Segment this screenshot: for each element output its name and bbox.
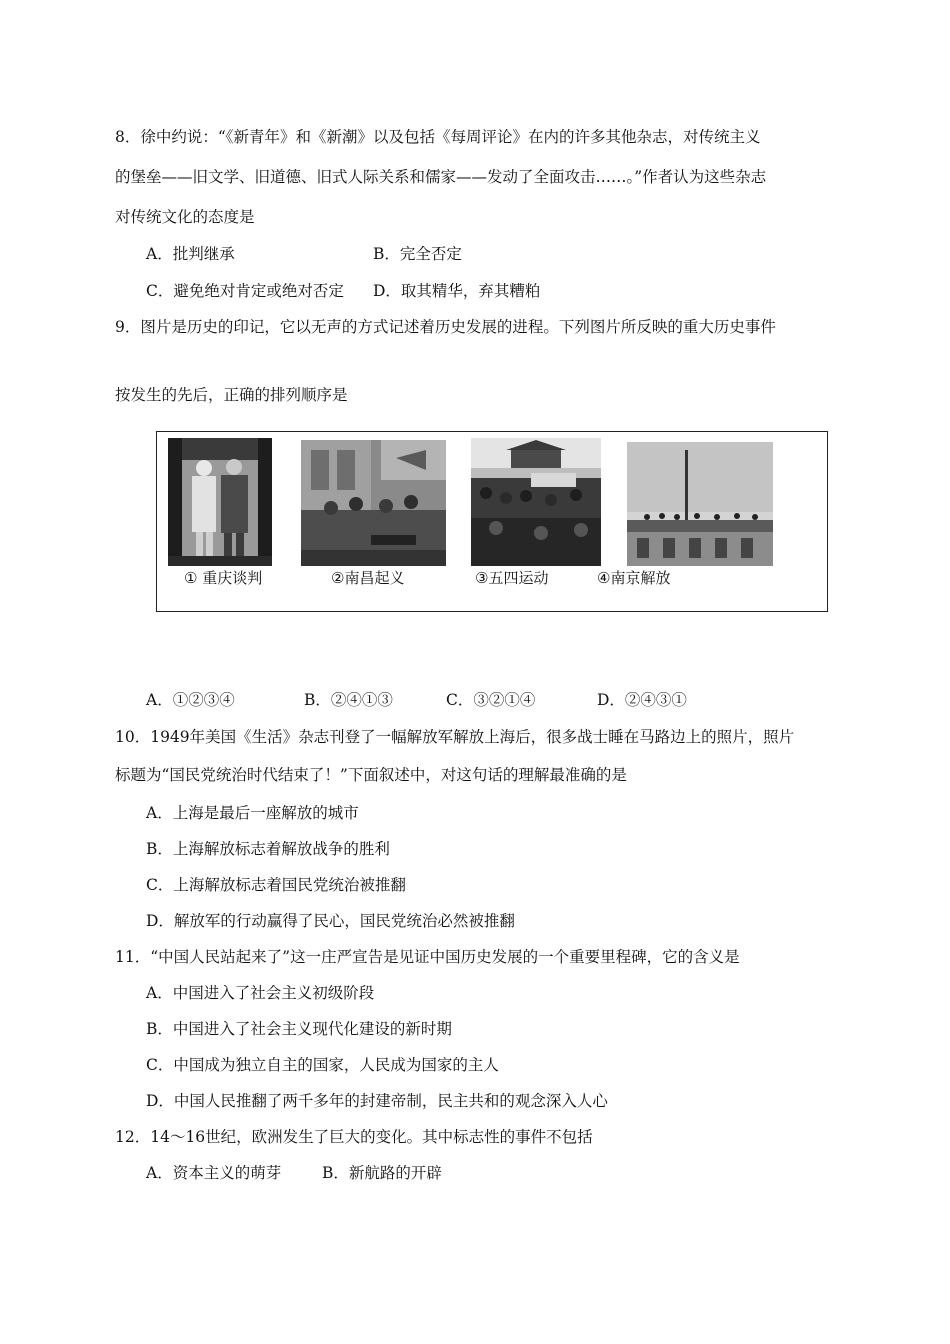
q10-stem-line2: 标题为“国民党统治时代结束了！”下面叙述中，对这句话的理解最准确的是 [115, 766, 627, 784]
q8-option-d: D．取其精华，弃其糟粕 [373, 282, 541, 300]
caption-photo-1: ① 重庆谈判 [184, 569, 263, 587]
q11-stem-line1: 11．“中国人民站起来了”这一庄严宣告是见证中国历史发展的一个重要里程碑，它的含义是 [115, 948, 740, 966]
q8-stem-line1: 8．徐中约说：“《新青年》和《新潮》以及包括《每周评论》在内的许多其他杂志，对传统主义 [115, 128, 761, 146]
photo-may-fourth-movement [471, 438, 601, 566]
q10-option-a: A．上海是最后一座解放的城市 [146, 804, 359, 822]
q10-option-c: C．上海解放标志着国民党统治被推翻 [146, 876, 406, 894]
q11-option-a: A．中国进入了社会主义初级阶段 [146, 984, 375, 1002]
photo-nanchang-uprising [301, 440, 446, 566]
q10-option-d: D．解放军的行动赢得了民心，国民党统治必然被推翻 [146, 912, 515, 930]
q11-option-c: C．中国成为独立自主的国家，人民成为国家的主人 [146, 1056, 499, 1074]
q12-option-a: A．资本主义的萌芽 [146, 1164, 282, 1182]
caption-photo-3: ③五四运动 [475, 569, 549, 587]
q8-option-b: B．完全否定 [373, 245, 462, 263]
q11-option-b: B．中国进入了社会主义现代化建设的新时期 [146, 1020, 452, 1038]
q10-option-b: B．上海解放标志着解放战争的胜利 [146, 840, 390, 858]
q9-option-a: A．①②③④ [146, 691, 235, 709]
q8-option-c: C．避免绝对肯定或绝对否定 [146, 282, 344, 300]
q9-stem-line1: 9．图片是历史的印记，它以无声的方式记述着历史发展的进程。下列图片所反映的重大历史事件 [115, 318, 776, 336]
q8-stem-line2: 的堡垒——旧文学、旧道德、旧式人际关系和儒家——发动了全面攻击……。”作者认为这些杂志 [115, 168, 767, 186]
photo-nanjing-liberation [627, 442, 773, 566]
q9-option-d: D．②④③① [597, 691, 687, 709]
q12-option-b: B．新航路的开辟 [322, 1164, 442, 1182]
q8-stem-line3: 对传统文化的态度是 [115, 208, 255, 226]
q8-option-a: A．批判继承 [146, 245, 235, 263]
q9-option-b: B．②④①③ [304, 691, 393, 709]
q12-stem-line1: 12．14～16世纪，欧洲发生了巨大的变化。其中标志性的事件不包括 [115, 1128, 593, 1146]
q9-option-c: C．③②①④ [446, 691, 536, 709]
caption-photo-4: ④南京解放 [597, 569, 671, 587]
q11-option-d: D．中国人民推翻了两千多年的封建帝制，民主共和的观念深入人心 [146, 1092, 608, 1110]
caption-photo-2: ②南昌起义 [331, 569, 405, 587]
photo-chongqing-negotiation [168, 438, 272, 566]
q9-figure-box [156, 431, 828, 612]
q9-stem-line2: 按发生的先后，正确的排列顺序是 [115, 386, 348, 404]
q10-stem-line1: 10．1949年美国《生活》杂志刊登了一幅解放军解放上海后，很多战士睡在马路边上的照片，照片 [115, 728, 795, 746]
